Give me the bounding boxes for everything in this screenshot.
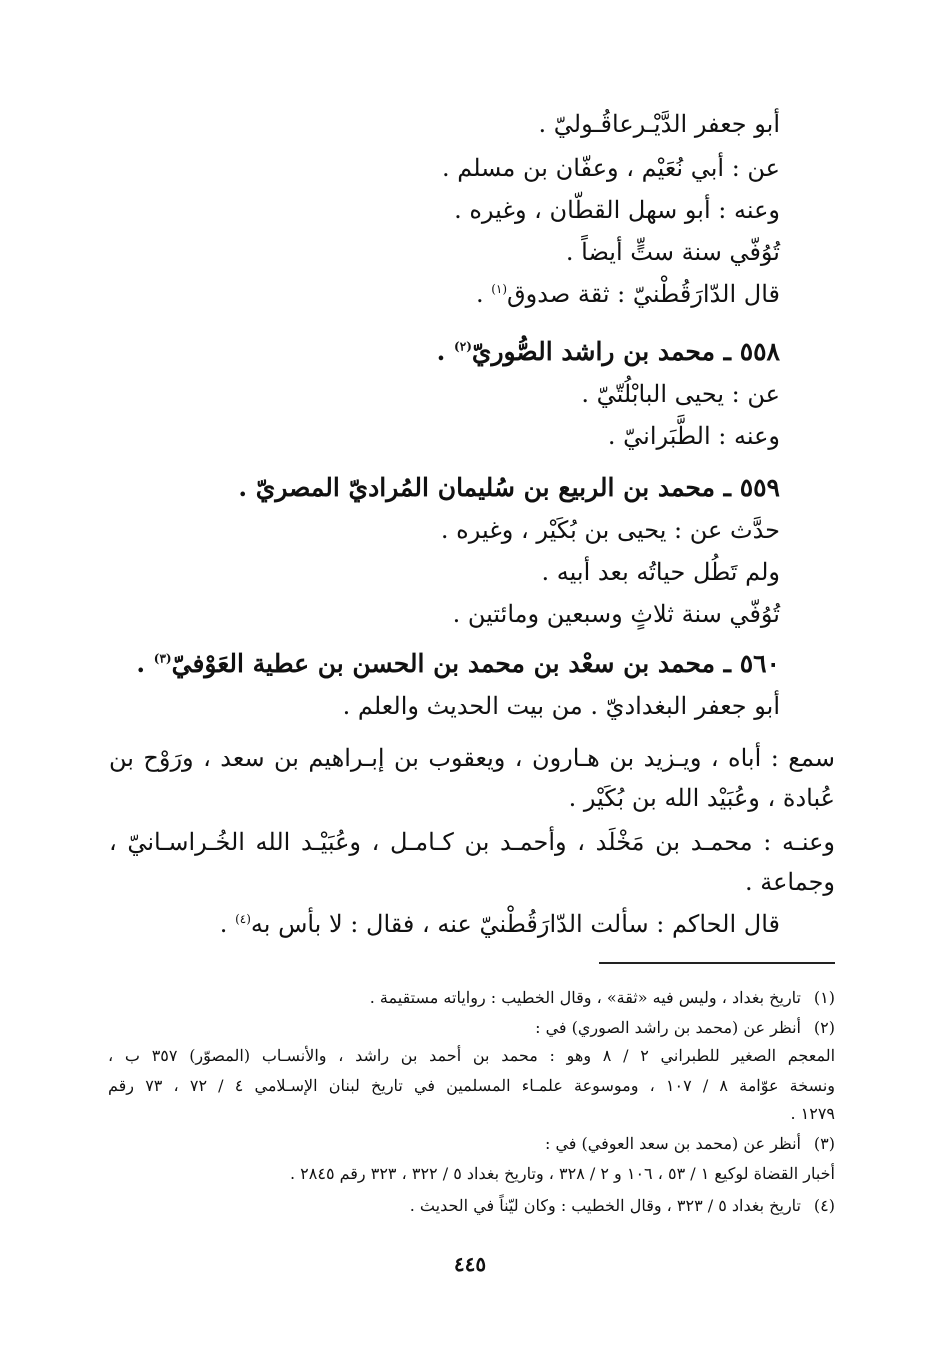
footnote-marker: (٤): [235, 912, 251, 926]
line-text: حدَّث عن : يحيى بن بُكَيْر ، وغيره .: [440, 516, 780, 544]
line-text: عن : يحيى البابْلُتّيّ .: [581, 380, 780, 408]
line-text: .: [475, 280, 492, 308]
footnote-line: [790, 1100, 835, 1128]
heading-text: .: [136, 649, 154, 678]
line-text: قال الحاكم : سألت الدّارَقُطْنيّ عنه ، فقال : لا بأس به: [250, 910, 780, 938]
text-line: [220, 906, 780, 942]
text-line: [343, 688, 780, 724]
line-text: .: [219, 910, 236, 938]
footnote-marker: (١): [491, 282, 508, 296]
page-number: ٤٤٥: [453, 1252, 487, 1276]
text-line: [569, 780, 835, 816]
line-text: وعنه : الطَّبَرانيّ .: [607, 422, 780, 450]
footnote-text: ١٢٧٩ .: [790, 1104, 835, 1123]
footnote-separator: [599, 962, 835, 964]
line-text: ولم تَطُل حياتُه بعد أبيه .: [541, 558, 780, 586]
footnote-line: [290, 1160, 835, 1188]
footnote: [545, 1130, 835, 1158]
text-line: [109, 824, 835, 860]
text-line: [745, 864, 835, 900]
text-line: [581, 376, 780, 412]
footnote-text: أنظر عن (محمد بن سعد العوفي) في :: [544, 1134, 801, 1153]
text-line: [476, 276, 780, 312]
footnote-marker: (٣): [153, 651, 172, 666]
footnote-text: ونسخة عوّامة ٨ / ١٠٧ ، وموسوعة علمـاء المسلمين في تاريخ لبنان الإسـلامي ٤ / ٧٢ ، ٧٣ رقم: [108, 1076, 836, 1095]
footnote-number: (٣): [813, 1134, 835, 1153]
line-text: أبو جعفر البغداديّ . من بيت الحديث والعلم .: [342, 692, 780, 720]
heading-text: .: [436, 337, 455, 366]
entry-heading: [238, 470, 780, 506]
entry-heading: [437, 334, 780, 370]
footnote: [370, 984, 835, 1012]
line-text: سمع : أباه ، ويـزيد بن هـارون ، ويعقوب بن إبـراهيم بن سعد ، ورَوْح بن: [109, 744, 836, 772]
line-text: وعنه : أبو سهل القطّان ، وغيره .: [454, 196, 780, 224]
heading-text: ٥٥٩ ـ محمد بن الربيع بن سُليمان المُراديّ المصريّ .: [238, 473, 780, 502]
footnote-line: [108, 1072, 835, 1100]
line-text: عُبادة ، وعُبَيْد الله بن بُكَيْر .: [568, 784, 835, 812]
heading-text: ٥٦٠ ـ محمد بن سعْد بن محمد بن الحسن بن عطية العَوْفيّ: [171, 649, 780, 678]
text-line: [539, 106, 780, 142]
footnote-text: تاريخ بغداد ، وليس فيه «ثقة» ، وقال الخطيب : رواياته مستقيمة .: [369, 988, 801, 1007]
footnote-number: (١): [813, 988, 835, 1007]
footnote-number: (٢): [813, 1018, 835, 1037]
text-line: [566, 234, 780, 270]
text-line: [109, 740, 835, 776]
footnote-text: أنظر عن (محمد بن راشد الصوري) في :: [535, 1018, 801, 1037]
line-text: أبو جعفر الدَّيْـرعاقُـوليّ .: [538, 110, 780, 138]
entry-heading: [136, 646, 780, 682]
line-text: تُوُفّي سنة ستٍّ أيضاً .: [565, 238, 780, 266]
line-text: عن : أبي نُعَيْم ، وعفّان بن مسلم .: [441, 154, 780, 182]
text-line: [441, 512, 780, 548]
text-line: [442, 150, 780, 186]
heading-text: ٥٥٨ ـ محمد بن راشد الصُّوريّ: [471, 337, 780, 366]
footnote-marker: (٢): [454, 339, 472, 354]
footnote-text: المعجم الصغير للطبراني ٢ / ٨ وهو : محمد بن أحمد بن راشد ، والأنسـاب (المصوّر) ٣٥٧ ب ،: [108, 1046, 836, 1065]
footnote-number: (٤): [813, 1196, 835, 1215]
footnote: [410, 1192, 835, 1220]
footnote-text: تاريخ بغداد ٥ / ٣٢٣ ، وقال الخطيب : وكان ليّناً في الحديث .: [409, 1196, 801, 1215]
footnote: [535, 1014, 835, 1042]
line-text: وجماعة .: [744, 868, 835, 896]
text-line: [453, 596, 780, 632]
text-line: [608, 418, 780, 454]
text-line: [454, 192, 780, 228]
line-text: وعنـه : محمـد بن مَخْلَد ، وأحمـد بن كـامـل ، وعُبَيْـد الله الخُـراسـانيّ ،: [109, 828, 835, 856]
footnote-line: [108, 1042, 835, 1070]
line-text: قال الدّارَقُطْنيّ : ثقة صدوق: [507, 280, 780, 308]
line-text: تُوُفّي سنة ثلاثٍ وسبعين ومائتين .: [452, 600, 780, 628]
footnote-text: أخبار القضاة لوكيع ١ / ٥٣ ، ١٠٦ و ٢ / ٣٢٨ ، وتاريخ بغداد ٥ / ٣٢٢ ، ٣٢٣ رقم ٢٨٤٥ .: [289, 1164, 835, 1183]
text-line: [542, 554, 780, 590]
